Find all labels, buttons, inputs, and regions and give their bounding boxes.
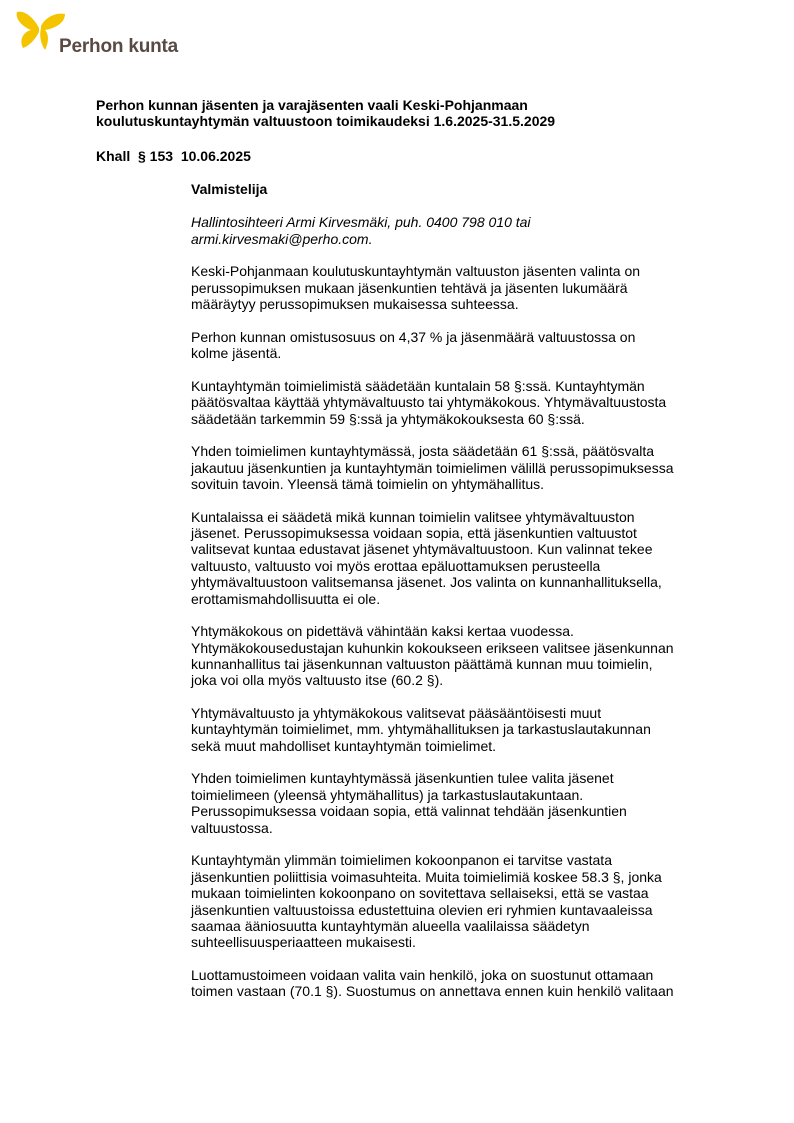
document-title bbox=[96, 97, 716, 129]
paragraph-line: jäsenet. Perussopimuksessa voidaan sopia, että jäsenkuntien valtuustot bbox=[191, 525, 637, 542]
paragraph-line: kolme jäsentä. bbox=[191, 345, 282, 362]
paragraph-line: sovituin tavoin. Yleensä tämä toimielin on yhtymähallitus. bbox=[191, 476, 545, 493]
preparer-contact bbox=[191, 214, 711, 247]
body-paragraph bbox=[191, 443, 711, 492]
paragraphs bbox=[191, 263, 711, 999]
body-paragraph bbox=[191, 623, 711, 689]
paragraph-line: Kuntayhtymän ylimmän toimielimen kokoonpanon ei tarvitse vastata bbox=[191, 852, 612, 869]
paragraph-line: Keski-Pohjanmaan koulutuskuntayhtymän valtuuston jäsenten valinta on bbox=[191, 263, 641, 280]
paragraph-line: erottamismahdollisuutta ei ole. bbox=[191, 590, 381, 607]
paragraph-line: säädetään tarkemmin 59 §:ssä ja yhtymäkokouksesta 60 §:ssä. bbox=[191, 410, 585, 427]
paragraph-line: valtuusto, valtuusto voi myös erottaa epäluottamuksen perusteella bbox=[191, 557, 601, 574]
paragraph-line: mukaan toimielinten kokoonpano on sovitettava sellaiseksi, että se vastaa bbox=[191, 885, 649, 902]
paragraph-line: Kuntalaissa ei säädetä mikä kunnan toimielin valitsee yhtymävaltuuston bbox=[191, 508, 635, 525]
paragraph-line: Yhden toimielimen kuntayhtymässä jäsenkuntien tulee valita jäsenet bbox=[191, 770, 614, 787]
body-paragraph bbox=[191, 263, 711, 312]
paragraph-line: jäsenkuntien valtuustoissa edustettuina olevien eri ryhmien kuntavaaleissa bbox=[191, 901, 653, 918]
paragraph-line: valtuustossa. bbox=[191, 819, 273, 836]
meeting-reference: Khall § 153 10.06.2025 bbox=[96, 148, 251, 164]
paragraph-line: Luottamustoimeen voidaan valita vain henkilö, joka on suostunut ottamaan bbox=[191, 966, 654, 983]
body-paragraph bbox=[191, 378, 711, 427]
paragraph-line: päätösvaltaa käyttää yhtymävaltuusto tai yhtymäkokous. Yhtymävaltuustosta bbox=[191, 394, 667, 411]
paragraph-line: toimielimeen (yleensä yhtymähallitus) ja tarkastuslautakuntaan. bbox=[191, 786, 584, 803]
body-paragraph bbox=[191, 509, 711, 607]
logo-text: Perhon kunta bbox=[59, 36, 179, 57]
paragraph-line: Yhden toimielimen kuntayhtymässä, josta säädetään 61 §:ssä, päätösvalta bbox=[191, 443, 655, 460]
paragraph-line: perussopimuksen mukaan jäsenkuntien tehtävä ja jäsenten lukumäärä bbox=[191, 279, 628, 296]
paragraph-line: suhteellisuusperiaatteen mukaisesti. bbox=[191, 934, 416, 951]
paragraph-line: Perussopimuksessa voidaan sopia, että valinnat tehdään jäsenkuntien bbox=[191, 803, 627, 820]
paragraph-line: Yhtymäkokousedustajan kuhunkin kokoukseen erikseen valitsee jäsenkunnan bbox=[191, 639, 674, 656]
preparer-line: Hallintosihteeri Armi Kirvesmäki, puh. 0400 798 010 tai bbox=[191, 214, 531, 231]
perho-logo bbox=[15, 10, 185, 60]
body-paragraph bbox=[191, 770, 711, 836]
title-line: Perhon kunnan jäsenten ja varajäsenten vaali Keski-Pohjanmaan bbox=[96, 97, 528, 113]
section-heading: Valmistelija bbox=[191, 181, 268, 197]
body-paragraph bbox=[191, 329, 711, 362]
paragraph-line: määräytyy perussopimuksen mukaisessa suhteessa. bbox=[191, 296, 519, 313]
document-body bbox=[191, 181, 711, 1016]
paragraph-line: Kuntayhtymän toimielimistä säädetään kuntalain 58 §:ssä. Kuntayhtymän bbox=[191, 377, 645, 394]
paragraph-line: sekä muut mahdolliset kuntayhtymän toimielimet. bbox=[191, 737, 497, 754]
paragraph-line: Yhtymäkokous on pidettävä vähintään kaksi kertaa vuodessa. bbox=[191, 623, 574, 640]
paragraph-line: saamaa ääniosuutta kuntayhtymän alueella vaalilaissa säädetyn bbox=[191, 917, 590, 934]
paragraph-line: Yhtymävaltuusto ja yhtymäkokous valitsevat pääsääntöisesti muut bbox=[191, 705, 602, 722]
paragraph-line: Perhon kunnan omistusosuus on 4,37 % ja jäsenmäärä valtuustossa on bbox=[191, 328, 636, 345]
paragraph-line: joka voi olla myös valtuusto itse (60.2 §). bbox=[191, 672, 444, 689]
paragraph-line: jakautuu jäsenkuntien ja kuntayhtymän toimielimen välillä perussopimuksessa bbox=[191, 459, 674, 476]
body-paragraph bbox=[191, 967, 711, 1000]
body-paragraph bbox=[191, 705, 711, 754]
paragraph-line: kuntayhtymän toimielimet, mm. yhtymähallituksen ja tarkastuslautakunnan bbox=[191, 721, 651, 738]
paragraph-line: valitsevat kuntaa edustavat jäsenet yhtymävaltuustoon. Kun valinnat tekee bbox=[191, 541, 653, 558]
body-paragraph bbox=[191, 852, 711, 950]
paragraph-line: toimen vastaan (70.1 §). Suostumus on annettava ennen kuin henkilö valitaan bbox=[191, 983, 674, 1000]
paragraph-line: yhtymävaltuustoon valitsemansa jäsenet. Jos valinta on kunnanhallituksella, bbox=[191, 574, 662, 591]
paragraph-line: kunnanhallitus tai jäsenkunnan valtuuston päättämä kunnan muu toimielin, bbox=[191, 656, 653, 673]
preparer-line: armi.kirvesmaki@perho.com. bbox=[191, 230, 373, 247]
paragraph-line: jäsenkuntien poliittisia voimasuhteita. Muita toimielimiä koskee 58.3 §, jonka bbox=[191, 868, 662, 885]
title-line: koulutuskuntayhtymän valtuustoon toimikaudeksi 1.6.2025-31.5.2029 bbox=[96, 113, 556, 129]
